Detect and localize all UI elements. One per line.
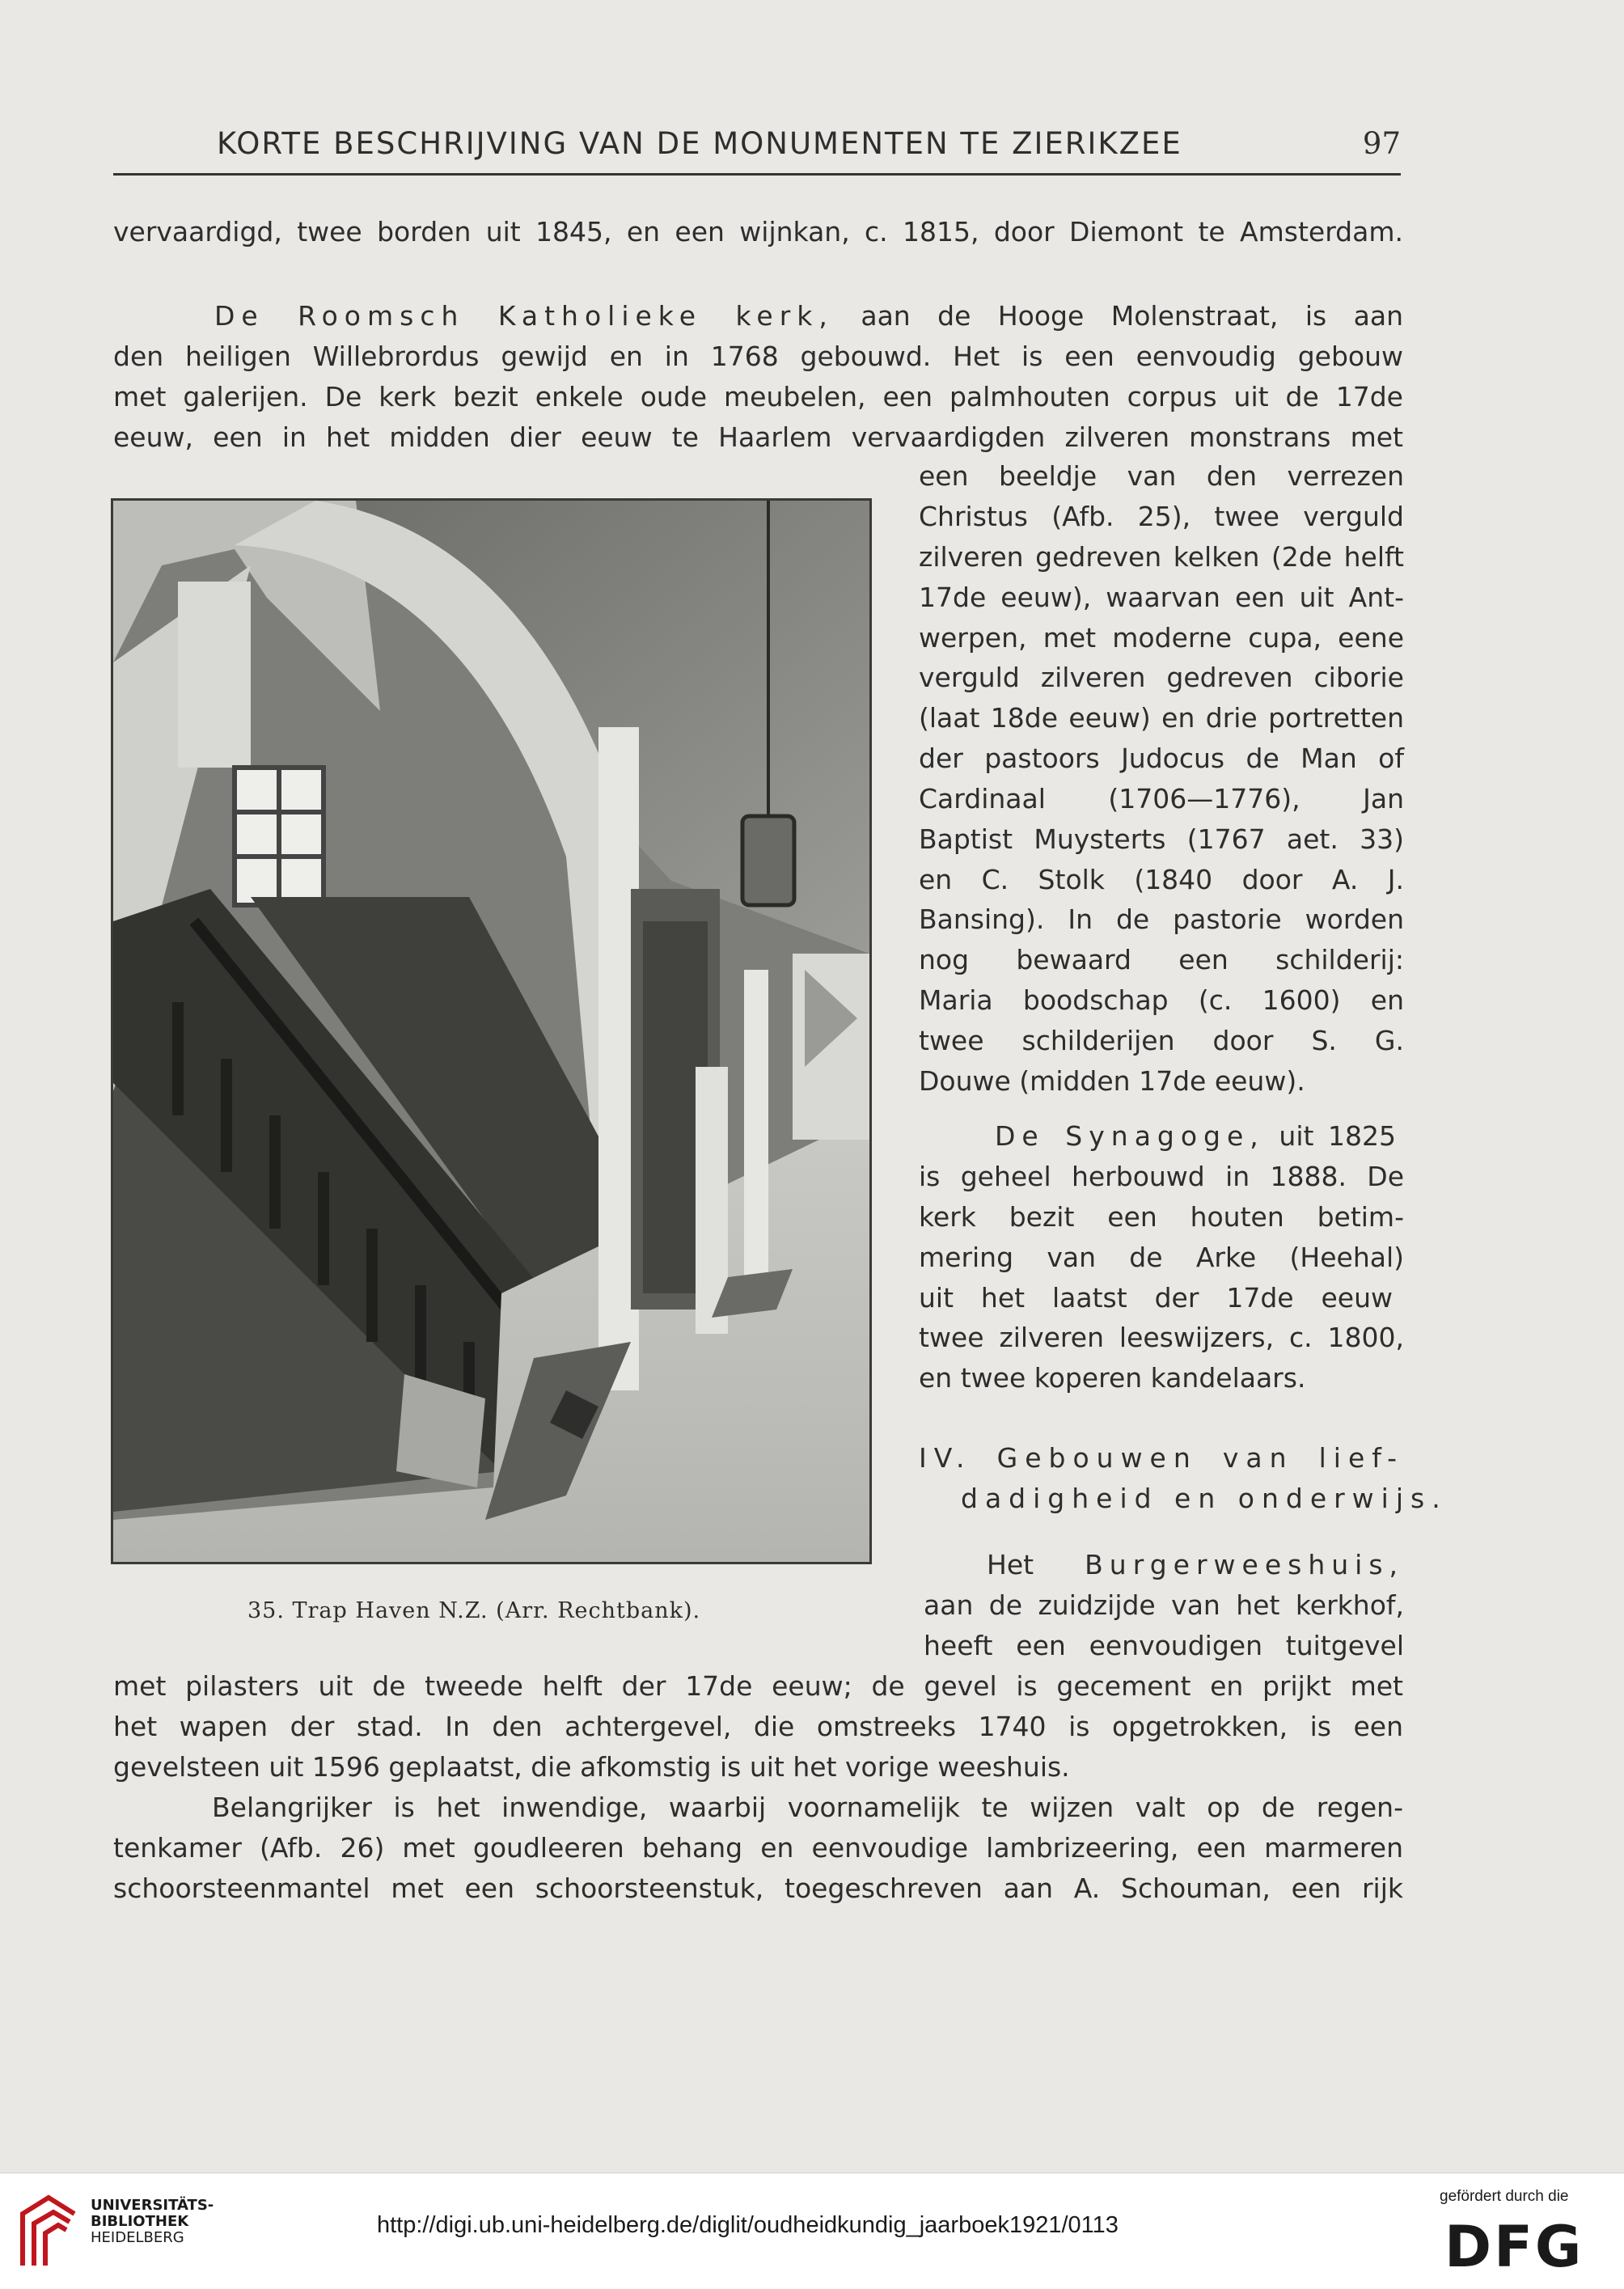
library-name-line: HEIDELBERG	[91, 2229, 184, 2246]
library-name	[91, 2198, 214, 2246]
text-line: Maria boodschap (c. 1600) en	[919, 984, 1404, 1016]
text-line: twee schilderijen door S. G.	[919, 1025, 1404, 1056]
text-run: Het	[987, 1549, 1085, 1580]
text-line: uit het laatst der 17de eeuw	[919, 1282, 1393, 1314]
funding-note: gefördert durch die	[1440, 2188, 1569, 2205]
section-heading-iv: IV. Gebouwen van lief-	[919, 1442, 1404, 1474]
text-line: Douwe (midden 17de eeuw).	[919, 1065, 1305, 1097]
footer-bar	[0, 2173, 1624, 2289]
paragraph-synagoge-first-line	[995, 1116, 1396, 1156]
text-line: den heiligen Willebrordus gewijd en in 1768 gebouwd. Het is een eenvoudig gebouw	[113, 341, 1403, 372]
text-run: uit 1825	[1264, 1120, 1397, 1152]
text-line: Baptist Muysterts (1767 aet. 33)	[919, 823, 1404, 855]
spaced-heading-burgerweeshuis: Burgerweeshuis,	[1085, 1549, 1404, 1580]
text-line: werpen, met moderne cupa, eene	[919, 622, 1404, 654]
text-line: gevelsteen uit 1596 geplaatst, die afkomstig is uit het vorige weeshuis.	[113, 1751, 1070, 1783]
staircase-photograph	[111, 498, 872, 1564]
spaced-heading-roomsch-katholieke: De Roomsch Katholieke kerk,	[214, 300, 834, 332]
text-line: met galerijen. De kerk bezit enkele oude meubelen, een palmhouten corpus uit de 17de	[113, 381, 1403, 413]
running-title: KORTE BESCHRIJVING VAN DE MONUMENTEN TE ZIERIKZEE	[217, 126, 1182, 161]
text-line: nog bewaard een schilderij:	[919, 944, 1404, 975]
text-line: verguld zilveren gedreven ciborie	[919, 662, 1404, 693]
text-line: Belangrijker is het inwendige, waarbij voornamelijk te wijzen valt op de regen-	[212, 1792, 1403, 1823]
text-line: het wapen der stad. In den achtergevel, die omstreeks 1740 is opgetrokken, is een	[113, 1711, 1403, 1742]
text-line: kerk bezit een houten betim-	[919, 1201, 1404, 1233]
figure-caption: 35. Trap Haven N.Z. (Arr. Rechtbank).	[247, 1598, 701, 1623]
paragraph-burgerweeshuis-first-line	[987, 1545, 1404, 1585]
library-name-line: UNIVERSITÄTS-	[91, 2197, 214, 2214]
text-line: eeuw, een in het midden dier eeuw te Haarlem vervaardigden zilveren monstrans met	[113, 421, 1403, 453]
text-line: mering van de Arke (Heehal)	[919, 1242, 1404, 1273]
text-line: tenkamer (Afb. 26) met goudleeren behang en eenvoudige lambrizeering, een marmeren	[113, 1832, 1403, 1864]
text-line: en twee koperen kandelaars.	[919, 1362, 1306, 1394]
text-line: 17de eeuw), waarvan een uit Ant-	[919, 582, 1404, 613]
library-logo-icon	[16, 2191, 81, 2272]
text-line: Cardinaal (1706—1776), Jan	[919, 783, 1404, 814]
dfg-logo: DFG	[1444, 2214, 1584, 2280]
text-line: schoorsteenmantel met een schoorsteenstuk, toegeschreven aan A. Schouman, een rijk	[113, 1872, 1403, 1904]
text-line: (laat 18de eeuw) en drie portretten	[919, 702, 1404, 734]
page-number: 97	[1362, 126, 1401, 161]
library-name-line: BIBLIOTHEK	[91, 2213, 189, 2230]
text-line: Bansing). In de pastorie worden	[919, 903, 1404, 935]
text-line: der pastoors Judocus de Man of	[919, 743, 1404, 774]
text-line: heeft een eenvoudigen tuitgevel	[924, 1630, 1404, 1661]
text-line: aan de zuidzijde van het kerkhof,	[924, 1589, 1404, 1621]
running-header	[113, 123, 1401, 176]
section-heading-iv-continued: dadigheid en onderwijs.	[961, 1483, 1448, 1514]
text-line: en C. Stolk (1840 door A. J.	[919, 864, 1404, 895]
spaced-heading-synagoge: De Synagoge,	[995, 1120, 1265, 1152]
text-run: aan de Hooge Molenstraat, is aan	[833, 300, 1404, 332]
text-line: vervaardigd, twee borden uit 1845, en een wijnkan, c. 1815, door Diemont te Amsterdam.	[113, 216, 1403, 248]
text-line: met pilasters uit de tweede helft der 17de eeuw; de gevel is gecement en prijkt met	[113, 1670, 1403, 1702]
text-line: is geheel herbouwd in 1888. De	[919, 1161, 1404, 1192]
text-line: zilveren gedreven kelken (2de helft	[919, 541, 1404, 573]
source-url-link[interactable]: http://digi.ub.uni-heidelberg.de/diglit/oudheidkundig_jaarboek1921/0113	[377, 2212, 1119, 2238]
paragraph-roomsch-katholieke-first-line	[113, 296, 1403, 336]
text-line: Christus (Afb. 25), twee verguld	[919, 501, 1404, 532]
text-line: een beeldje van den verrezen	[919, 460, 1404, 492]
text-line: twee zilveren leeswijzers, c. 1800,	[919, 1322, 1404, 1353]
